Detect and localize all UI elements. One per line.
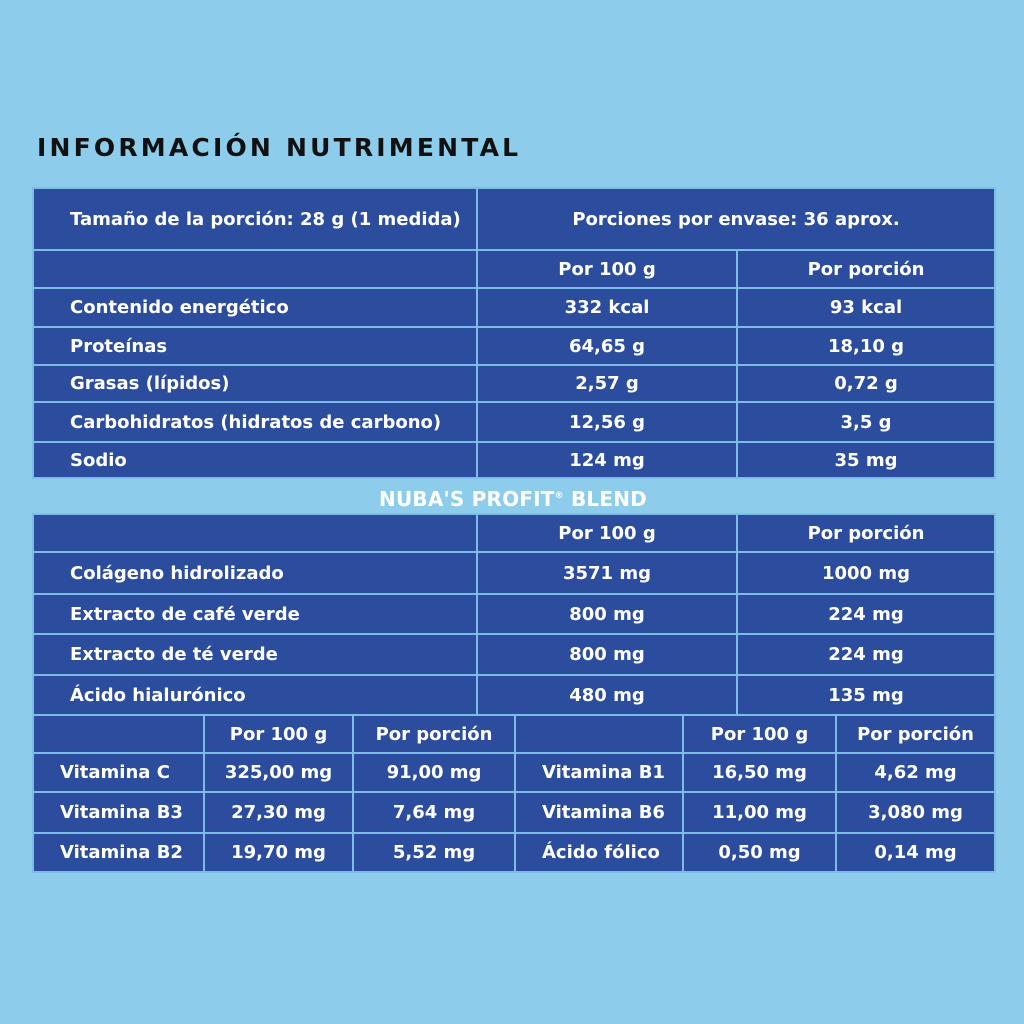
table-row xyxy=(33,792,995,833)
ingredient-per-serving: 224 mg xyxy=(737,634,995,675)
ingredient-label: Colágeno hidrolizado xyxy=(33,552,477,594)
vitamin-label: Vitamina C xyxy=(33,753,204,792)
page-title: INFORMACIÓN NUTRIMENTAL xyxy=(37,133,522,162)
col-header-per-serving: Por porción xyxy=(737,514,995,552)
servings-per-container: Porciones por envase: 36 aprox. xyxy=(477,188,995,250)
table-row xyxy=(33,675,995,715)
serving-row xyxy=(33,188,995,250)
ingredient-per-serving: 224 mg xyxy=(737,594,995,634)
blend-title-text: NUBA'S PROFIT xyxy=(379,487,555,511)
vitamin-per-serving: 0,14 mg xyxy=(836,833,995,872)
nutrient-per-serving: 35 mg xyxy=(737,442,995,478)
ingredient-per-100g: 800 mg xyxy=(477,634,737,675)
nutrition-table xyxy=(32,187,996,479)
nutrient-label: Sodio xyxy=(33,442,477,478)
nutrient-label: Contenido energético xyxy=(33,288,477,327)
col-header-per-100g: Por 100 g xyxy=(683,715,836,753)
vitamin-per-serving: 3,080 mg xyxy=(836,792,995,833)
table-row xyxy=(33,327,995,365)
vitamins-table xyxy=(32,714,996,873)
vitamin-per-100g: 19,70 mg xyxy=(204,833,353,872)
table-row xyxy=(33,833,995,872)
vitamin-per-100g: 11,00 mg xyxy=(683,792,836,833)
vitamin-per-100g: 27,30 mg xyxy=(204,792,353,833)
vitamin-per-100g: 0,50 mg xyxy=(683,833,836,872)
vitamin-label: Vitamina B3 xyxy=(33,792,204,833)
table-row xyxy=(33,753,995,792)
table-row xyxy=(33,634,995,675)
nutrient-per-100g: 64,65 g xyxy=(477,327,737,365)
registered-mark: ® xyxy=(554,491,564,501)
vitamin-per-100g: 16,50 mg xyxy=(683,753,836,792)
header-empty-cell xyxy=(33,715,204,753)
blend-header-row xyxy=(33,514,995,552)
vitamin-per-serving: 5,52 mg xyxy=(353,833,515,872)
nutrient-per-serving: 93 kcal xyxy=(737,288,995,327)
table-row xyxy=(33,442,995,478)
blend-title xyxy=(32,481,994,514)
nutrition-header-row xyxy=(33,250,995,288)
nutrient-label: Grasas (lípidos) xyxy=(33,365,477,402)
nutrient-per-serving: 18,10 g xyxy=(737,327,995,365)
ingredient-per-100g: 3571 mg xyxy=(477,552,737,594)
nutrient-per-100g: 12,56 g xyxy=(477,402,737,442)
header-empty-cell xyxy=(515,715,683,753)
vitamin-per-serving: 7,64 mg xyxy=(353,792,515,833)
vitamins-header-row xyxy=(33,715,995,753)
col-header-per-serving: Por porción xyxy=(836,715,995,753)
ingredient-per-serving: 1000 mg xyxy=(737,552,995,594)
vitamin-per-100g: 325,00 mg xyxy=(204,753,353,792)
table-row xyxy=(33,594,995,634)
col-header-per-serving: Por porción xyxy=(737,250,995,288)
nutrient-label: Proteínas xyxy=(33,327,477,365)
vitamin-label: Ácido fólico xyxy=(515,833,683,872)
vitamin-label: Vitamina B1 xyxy=(515,753,683,792)
col-header-per-serving: Por porción xyxy=(353,715,515,753)
header-empty-cell xyxy=(33,514,477,552)
header-empty-cell xyxy=(33,250,477,288)
nutrient-per-serving: 3,5 g xyxy=(737,402,995,442)
vitamin-label: Vitamina B2 xyxy=(33,833,204,872)
ingredient-per-100g: 480 mg xyxy=(477,675,737,715)
col-header-per-100g: Por 100 g xyxy=(204,715,353,753)
nutrient-per-100g: 124 mg xyxy=(477,442,737,478)
table-row xyxy=(33,402,995,442)
ingredient-per-serving: 135 mg xyxy=(737,675,995,715)
blend-title-suffix: BLEND xyxy=(563,487,647,511)
nutrient-per-100g: 2,57 g xyxy=(477,365,737,402)
table-row xyxy=(33,365,995,402)
nutrient-per-serving: 0,72 g xyxy=(737,365,995,402)
blend-table xyxy=(32,513,996,716)
vitamin-per-serving: 91,00 mg xyxy=(353,753,515,792)
ingredient-label: Ácido hialurónico xyxy=(33,675,477,715)
ingredient-per-100g: 800 mg xyxy=(477,594,737,634)
col-header-per-100g: Por 100 g xyxy=(477,250,737,288)
nutrient-per-100g: 332 kcal xyxy=(477,288,737,327)
ingredient-label: Extracto de té verde xyxy=(33,634,477,675)
vitamin-label: Vitamina B6 xyxy=(515,792,683,833)
col-header-per-100g: Por 100 g xyxy=(477,514,737,552)
nutrient-label: Carbohidratos (hidratos de carbono) xyxy=(33,402,477,442)
ingredient-label: Extracto de café verde xyxy=(33,594,477,634)
vitamin-per-serving: 4,62 mg xyxy=(836,753,995,792)
table-row xyxy=(33,288,995,327)
serving-size: Tamaño de la porción: 28 g (1 medida) xyxy=(33,188,477,250)
table-row xyxy=(33,552,995,594)
